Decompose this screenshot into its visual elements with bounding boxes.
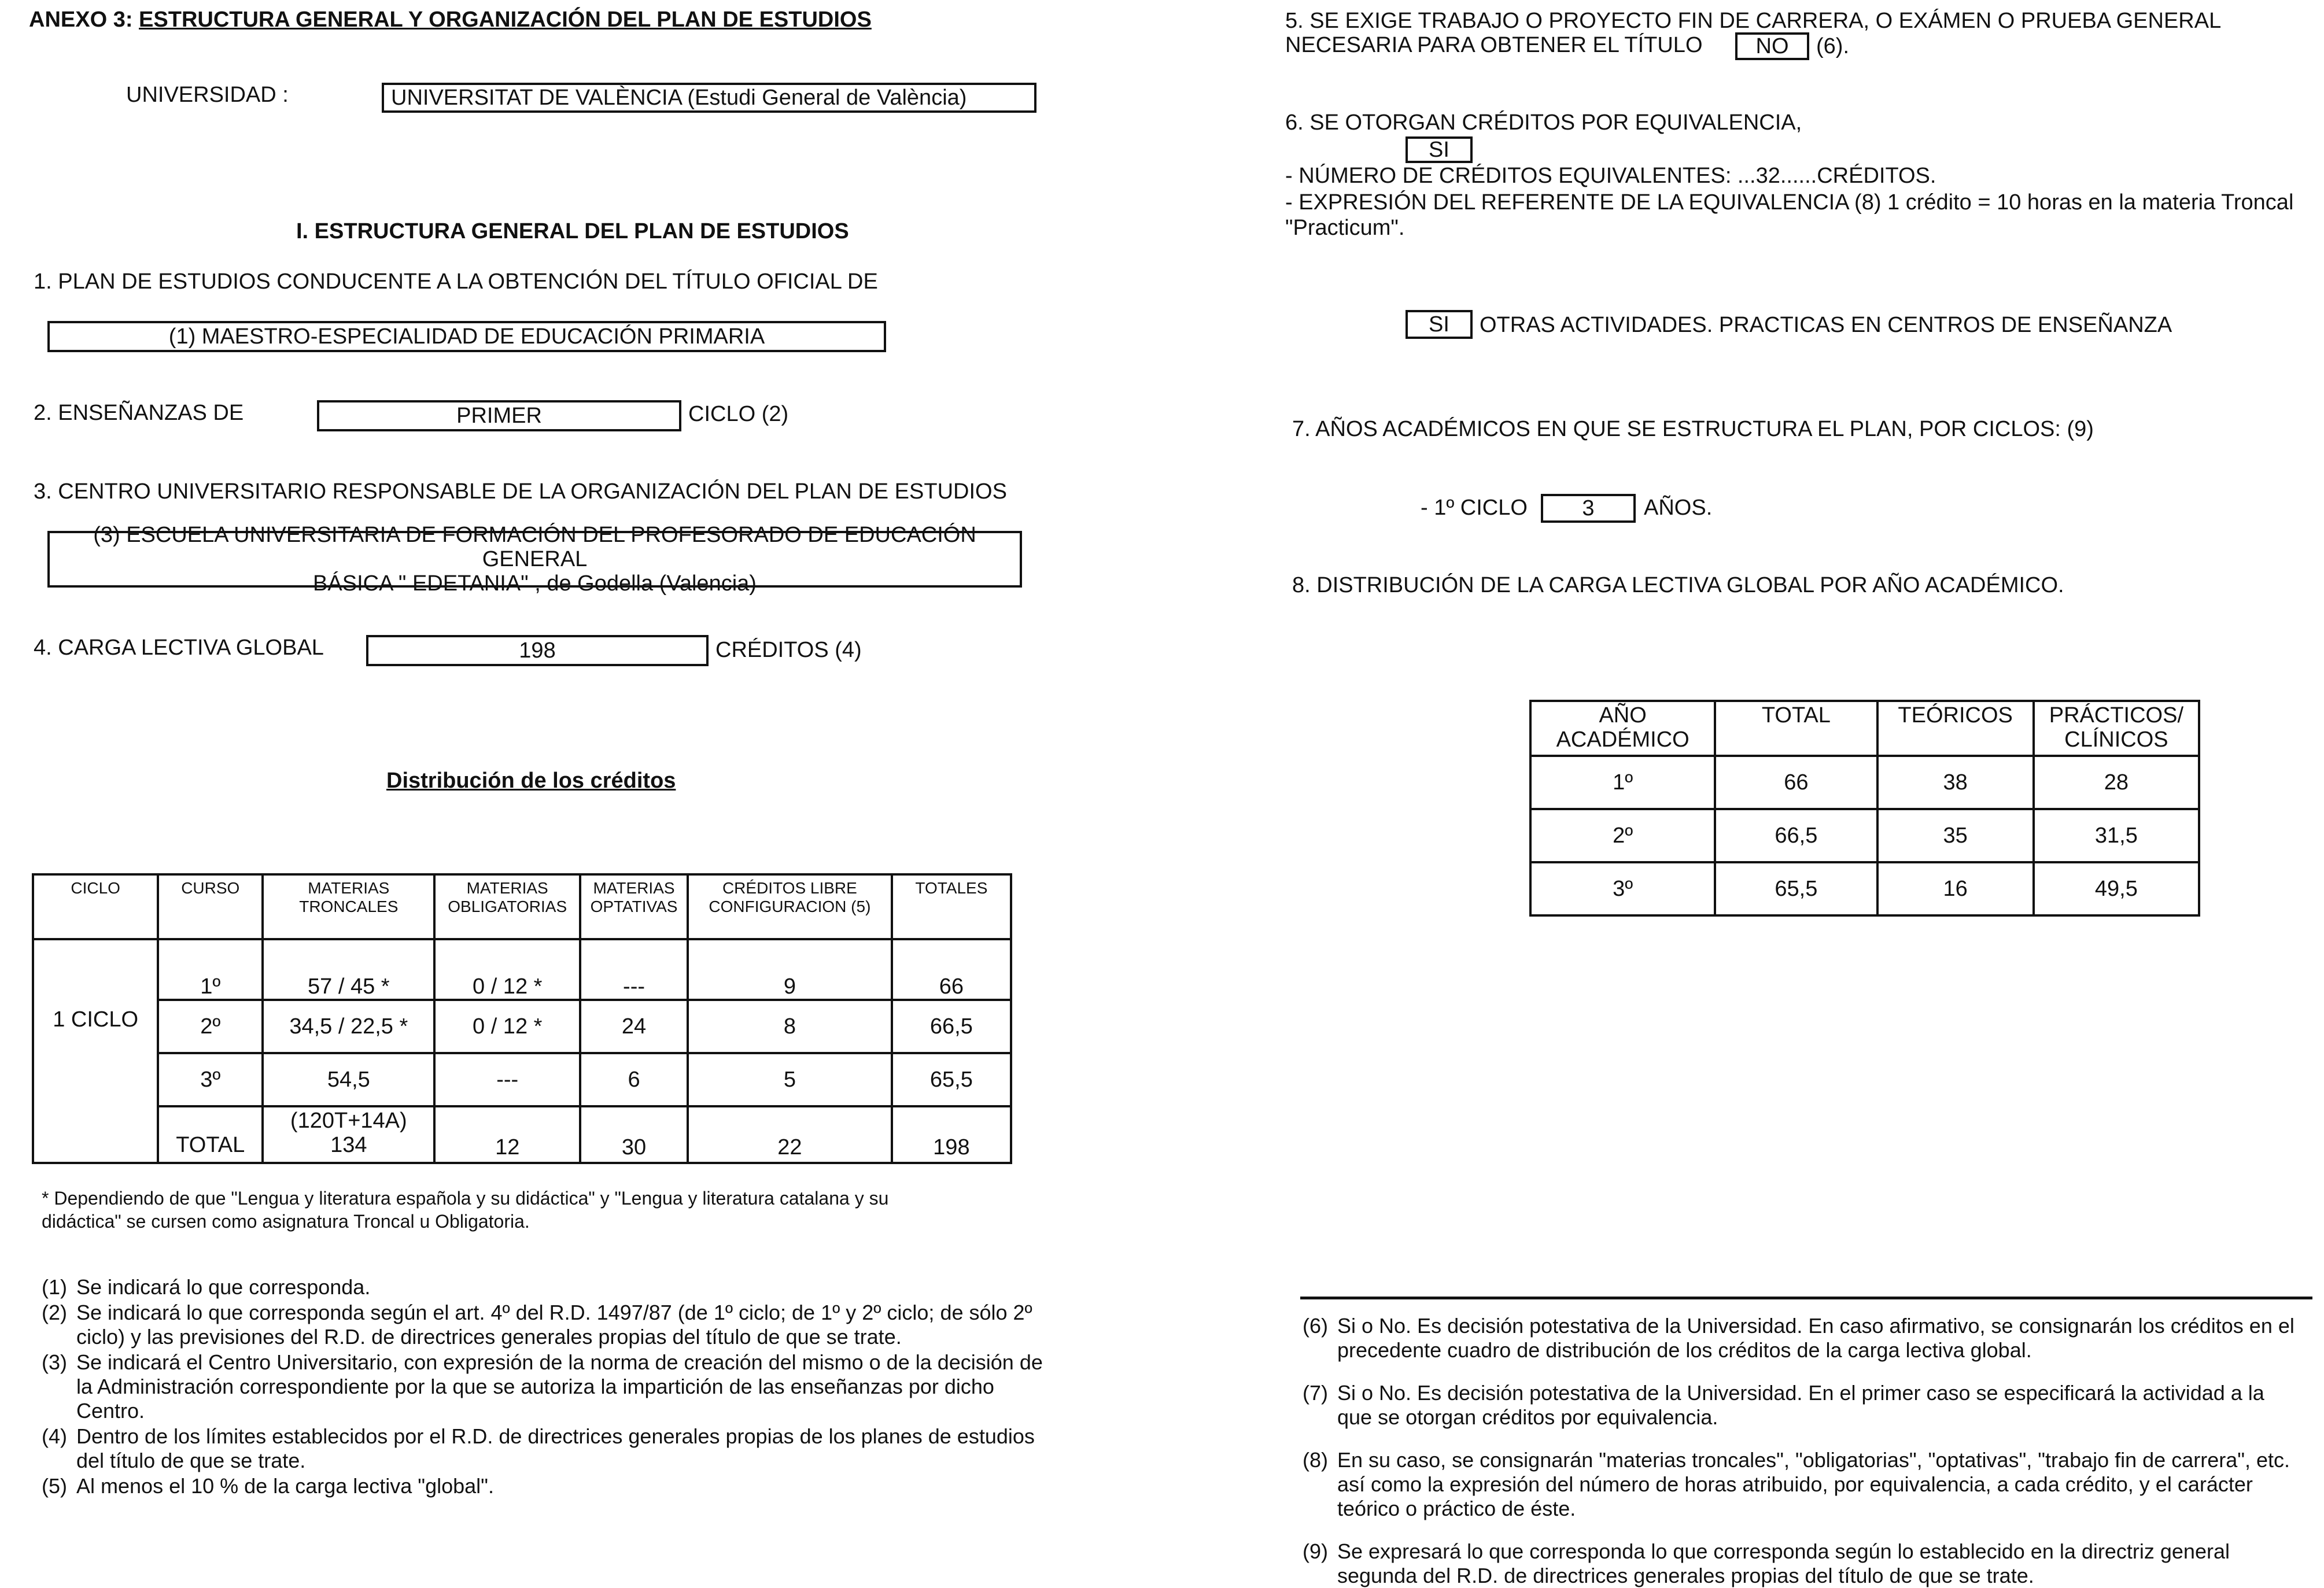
footnote bbox=[1303, 1381, 2303, 1430]
footnote bbox=[42, 1350, 1054, 1423]
table-row bbox=[1530, 862, 2199, 915]
footnote bbox=[42, 1474, 1054, 1498]
libre-cell: 8 bbox=[688, 1000, 892, 1053]
libre-cell: 5 bbox=[688, 1053, 892, 1106]
table-row bbox=[33, 1053, 1011, 1106]
item7-suffix: AÑOS. bbox=[1644, 496, 1713, 520]
optativas-cell: 24 bbox=[580, 1000, 688, 1053]
item6-other-label: OTRAS ACTIVIDADES. PRACTICAS EN CENTROS DE ENSEÑANZA bbox=[1480, 313, 2172, 337]
item6-line2: - EXPRESIÓN DEL REFERENTE DE LA EQUIVALENCIA (8) 1 crédito = 10 horas en la materia Troncal bbox=[1285, 190, 2294, 215]
footnote-text: Se indicará el Centro Universitario, con expresión de la norma de creación del mismo o de la decisión de la Administración correspondiente por la que se autoriza la impartición de las enseñanzas por dicho Centro. bbox=[76, 1350, 1043, 1423]
item4-value: 198 bbox=[519, 638, 556, 663]
footnote-number: (5) bbox=[42, 1474, 67, 1498]
curso-cell: 2º bbox=[158, 1000, 263, 1053]
footnote-text: Si o No. Es decisión potestativa de la Universidad. En el primer caso se especificará la actividad a la que se otorgan créditos por equivalencia. bbox=[1337, 1381, 2264, 1429]
header-obligatorias: MATERIAS OBLIGATORIAS bbox=[434, 874, 580, 939]
header-troncales: MATERIAS TRONCALES bbox=[263, 874, 434, 939]
asterisk-note-line1: * Dependiendo de que "Lengua y literatura española y su didáctica" y "Lengua y literatura catalana y su bbox=[42, 1188, 889, 1209]
footnote-number: (9) bbox=[1303, 1539, 1328, 1563]
footnote bbox=[42, 1424, 1054, 1473]
total-cell: 66 bbox=[1715, 756, 1877, 809]
obligatorias-cell: --- bbox=[434, 1053, 580, 1106]
obligatorias-cell: 0 / 12 * bbox=[434, 1000, 580, 1053]
item1-field bbox=[47, 321, 886, 352]
item4-suffix: CRÉDITOS (4) bbox=[715, 638, 862, 662]
practicos-cell: 49,5 bbox=[2034, 862, 2199, 915]
total-cell: 66,5 bbox=[1715, 809, 1877, 862]
year-cell: 2º bbox=[1530, 809, 1715, 862]
footnote-number: (2) bbox=[42, 1301, 67, 1324]
header-total: TOTAL bbox=[1715, 701, 1877, 756]
header-totales: TOTALES bbox=[892, 874, 1011, 939]
item6-field bbox=[1406, 136, 1473, 163]
ciclo-cell: 1 CICLO bbox=[33, 939, 158, 1163]
item3-field bbox=[47, 523, 1022, 596]
right-footnotes bbox=[1303, 1314, 2303, 1588]
item6-value: SI bbox=[1429, 138, 1449, 162]
item7-field bbox=[1541, 494, 1636, 523]
asterisk-note bbox=[42, 1187, 888, 1233]
item2-field bbox=[317, 400, 681, 431]
footnote-text: Se expresará lo que corresponda lo que corresponda según lo establecido en la directriz general segunda del R.D. de directrices generales propias del título de que se trate. bbox=[1337, 1539, 2230, 1587]
teoricos-cell: 16 bbox=[1877, 862, 2034, 915]
table-row bbox=[33, 939, 1011, 1000]
annex-prefix: ANEXO 3: bbox=[29, 8, 133, 32]
item2-value: PRIMER bbox=[456, 404, 542, 428]
footnote-number: (6) bbox=[1303, 1314, 1328, 1338]
practicos-cell: 28 bbox=[2034, 756, 2199, 809]
footnote-text: Dentro de los límites establecidos por el R.D. de directrices generales propias de los planes de estudios del título de que se trate. bbox=[76, 1424, 1035, 1472]
footnote-number: (3) bbox=[42, 1350, 67, 1374]
universidad-field bbox=[382, 83, 1036, 113]
item7-prefix: - 1º CICLO bbox=[1421, 496, 1528, 520]
footnote bbox=[1303, 1448, 2303, 1521]
year-table bbox=[1529, 700, 2200, 917]
footnote bbox=[42, 1301, 1054, 1349]
total-totales-cell: 198 bbox=[892, 1106, 1011, 1163]
item2-suffix: CICLO (2) bbox=[688, 402, 789, 426]
libre-cell: 9 bbox=[688, 939, 892, 1000]
item5-line2: NECESARIA PARA OBTENER EL TÍTULO bbox=[1285, 33, 1703, 57]
year-table-header-row bbox=[1530, 701, 2199, 756]
item4-field bbox=[366, 635, 709, 666]
teoricos-cell: 35 bbox=[1877, 809, 2034, 862]
item1-label: 1. PLAN DE ESTUDIOS CONDUCENTE A LA OBTENCIÓN DEL TÍTULO OFICIAL DE bbox=[34, 269, 878, 294]
annex-title: ESTRUCTURA GENERAL Y ORGANIZACIÓN DEL PLAN DE ESTUDIOS bbox=[139, 8, 872, 32]
distribution-title: Distribución de los créditos bbox=[386, 769, 676, 793]
item6-line1: - NÚMERO DE CRÉDITOS EQUIVALENTES: ...32......CRÉDITOS. bbox=[1285, 164, 1936, 188]
header-optativas: MATERIAS OPTATIVAS bbox=[580, 874, 688, 939]
footnote bbox=[1303, 1314, 2303, 1362]
item4-label: 4. CARGA LECTIVA GLOBAL bbox=[34, 636, 324, 660]
universidad-label: UNIVERSIDAD : bbox=[126, 83, 289, 107]
troncales-cell: 54,5 bbox=[263, 1053, 434, 1106]
curso-cell: 1º bbox=[158, 939, 263, 1000]
teoricos-cell: 38 bbox=[1877, 756, 2034, 809]
troncales-cell: 34,5 / 22,5 * bbox=[263, 1000, 434, 1053]
obligatorias-cell: 0 / 12 * bbox=[434, 939, 580, 1000]
footnote-text: Se indicará lo que corresponda según el art. 4º del R.D. 1497/87 (de 1º ciclo; de 1º y 2º ciclo; de sólo 2º ciclo) y las previsiones del R.D. de directrices generales propias del título de que se trate. bbox=[76, 1301, 1032, 1349]
table-row bbox=[33, 1000, 1011, 1053]
footnote-divider bbox=[1300, 1297, 2312, 1299]
table-row-total bbox=[33, 1106, 1011, 1163]
section-title: I. ESTRUCTURA GENERAL DEL PLAN DE ESTUDIOS bbox=[296, 219, 849, 243]
item5-line1: 5. SE EXIGE TRABAJO O PROYECTO FIN DE CARRERA, O EXÁMEN O PRUEBA GENERAL bbox=[1285, 9, 2222, 33]
year-cell: 1º bbox=[1530, 756, 1715, 809]
header-teoricos: TEÓRICOS bbox=[1877, 701, 2034, 756]
item1-value: (1) MAESTRO-ESPECIALIDAD DE EDUCACIÓN PRIMARIA bbox=[168, 324, 765, 349]
footnote-number: (8) bbox=[1303, 1448, 1328, 1472]
table-row bbox=[1530, 756, 2199, 809]
curso-cell: 3º bbox=[158, 1053, 263, 1106]
footnote-number: (4) bbox=[42, 1424, 67, 1448]
footnote bbox=[42, 1275, 1054, 1299]
annex-heading bbox=[29, 7, 872, 32]
item6-other-value: SI bbox=[1429, 312, 1449, 337]
header-libre: CRÉDITOS LIBRE CONFIGURACION (5) bbox=[688, 874, 892, 939]
footnote-number: (7) bbox=[1303, 1381, 1328, 1405]
item6-label: 6. SE OTORGAN CRÉDITOS POR EQUIVALENCIA, bbox=[1285, 110, 1802, 135]
footnote-number: (1) bbox=[42, 1275, 67, 1299]
item7-value: 3 bbox=[1582, 496, 1595, 520]
total-troncales-value: 134 bbox=[330, 1133, 367, 1157]
item3-value-line1: (3) ESCUELA UNIVERSITARIA DE FORMACIÓN DEL PROFESORADO DE EDUCACIÓN GENERAL bbox=[93, 523, 976, 571]
header-ano-academico: AÑO ACADÉMICO bbox=[1530, 701, 1715, 756]
footnote-text: Si o No. Es decisión potestativa de la Universidad. En caso afirmativo, se consignarán los créditos en el precedente cuadro de distribución de los créditos de la carga lectiva global. bbox=[1337, 1314, 2295, 1362]
footnote-text: En su caso, se consignarán "materias troncales", "obligatorias", "optativas", "trabajo fin de carrera", etc. así como la expresión del número de horas atribuido, por equivalencia, a cada crédito, y el carácter teórico o práctico de éste. bbox=[1337, 1448, 2290, 1520]
item2-label: 2. ENSEÑANZAS DE bbox=[34, 401, 244, 425]
asterisk-note-line2: didáctica" se cursen como asignatura Troncal u Obligatoria. bbox=[42, 1211, 530, 1232]
optativas-cell: --- bbox=[580, 939, 688, 1000]
total-troncales-cell bbox=[263, 1106, 434, 1163]
totales-cell: 66,5 bbox=[892, 1000, 1011, 1053]
totales-cell: 65,5 bbox=[892, 1053, 1011, 1106]
item3-label: 3. CENTRO UNIVERSITARIO RESPONSABLE DE LA ORGANIZACIÓN DEL PLAN DE ESTUDIOS bbox=[34, 479, 1007, 504]
item5-value: NO bbox=[1755, 34, 1789, 58]
item8-label: 8. DISTRIBUCIÓN DE LA CARGA LECTIVA GLOBAL POR AÑO ACADÉMICO. bbox=[1292, 573, 2064, 597]
year-cell: 3º bbox=[1530, 862, 1715, 915]
credits-table bbox=[32, 873, 1012, 1164]
footnote-text: Se indicará lo que corresponda. bbox=[76, 1275, 371, 1299]
item7-label: 7. AÑOS ACADÉMICOS EN QUE SE ESTRUCTURA EL PLAN, POR CICLOS: (9) bbox=[1292, 417, 2094, 441]
item5-suffix: (6). bbox=[1816, 34, 1849, 58]
credits-table-header-row bbox=[33, 874, 1011, 939]
item5-field bbox=[1735, 32, 1809, 60]
total-troncales-note: (120T+14A) bbox=[290, 1109, 407, 1133]
table-row bbox=[1530, 809, 2199, 862]
total-optativas-cell: 30 bbox=[580, 1106, 688, 1163]
header-ciclo: CICLO bbox=[33, 874, 158, 939]
optativas-cell: 6 bbox=[580, 1053, 688, 1106]
total-cell: 65,5 bbox=[1715, 862, 1877, 915]
total-obligatorias-cell: 12 bbox=[434, 1106, 580, 1163]
footnote-text: Al menos el 10 % de la carga lectiva "global". bbox=[76, 1474, 494, 1498]
left-footnotes bbox=[42, 1275, 1054, 1498]
universidad-value: UNIVERSITAT DE VALÈNCIA (Estudi General de València) bbox=[391, 86, 967, 110]
header-practicos: PRÁCTICOS/ CLÍNICOS bbox=[2034, 701, 2199, 756]
total-label-cell: TOTAL bbox=[158, 1106, 263, 1163]
item6-other-field bbox=[1406, 310, 1473, 339]
practicos-cell: 31,5 bbox=[2034, 809, 2199, 862]
total-libre-cell: 22 bbox=[688, 1106, 892, 1163]
item6-line3: "Practicum". bbox=[1285, 216, 1405, 240]
footnote bbox=[1303, 1539, 2303, 1588]
troncales-cell: 57 / 45 * bbox=[263, 939, 434, 1000]
header-curso: CURSO bbox=[158, 874, 263, 939]
totales-cell: 66 bbox=[892, 939, 1011, 1000]
item3-value-line2: BÁSICA " EDETANIA" , de Godella (Valencia) bbox=[313, 571, 757, 596]
